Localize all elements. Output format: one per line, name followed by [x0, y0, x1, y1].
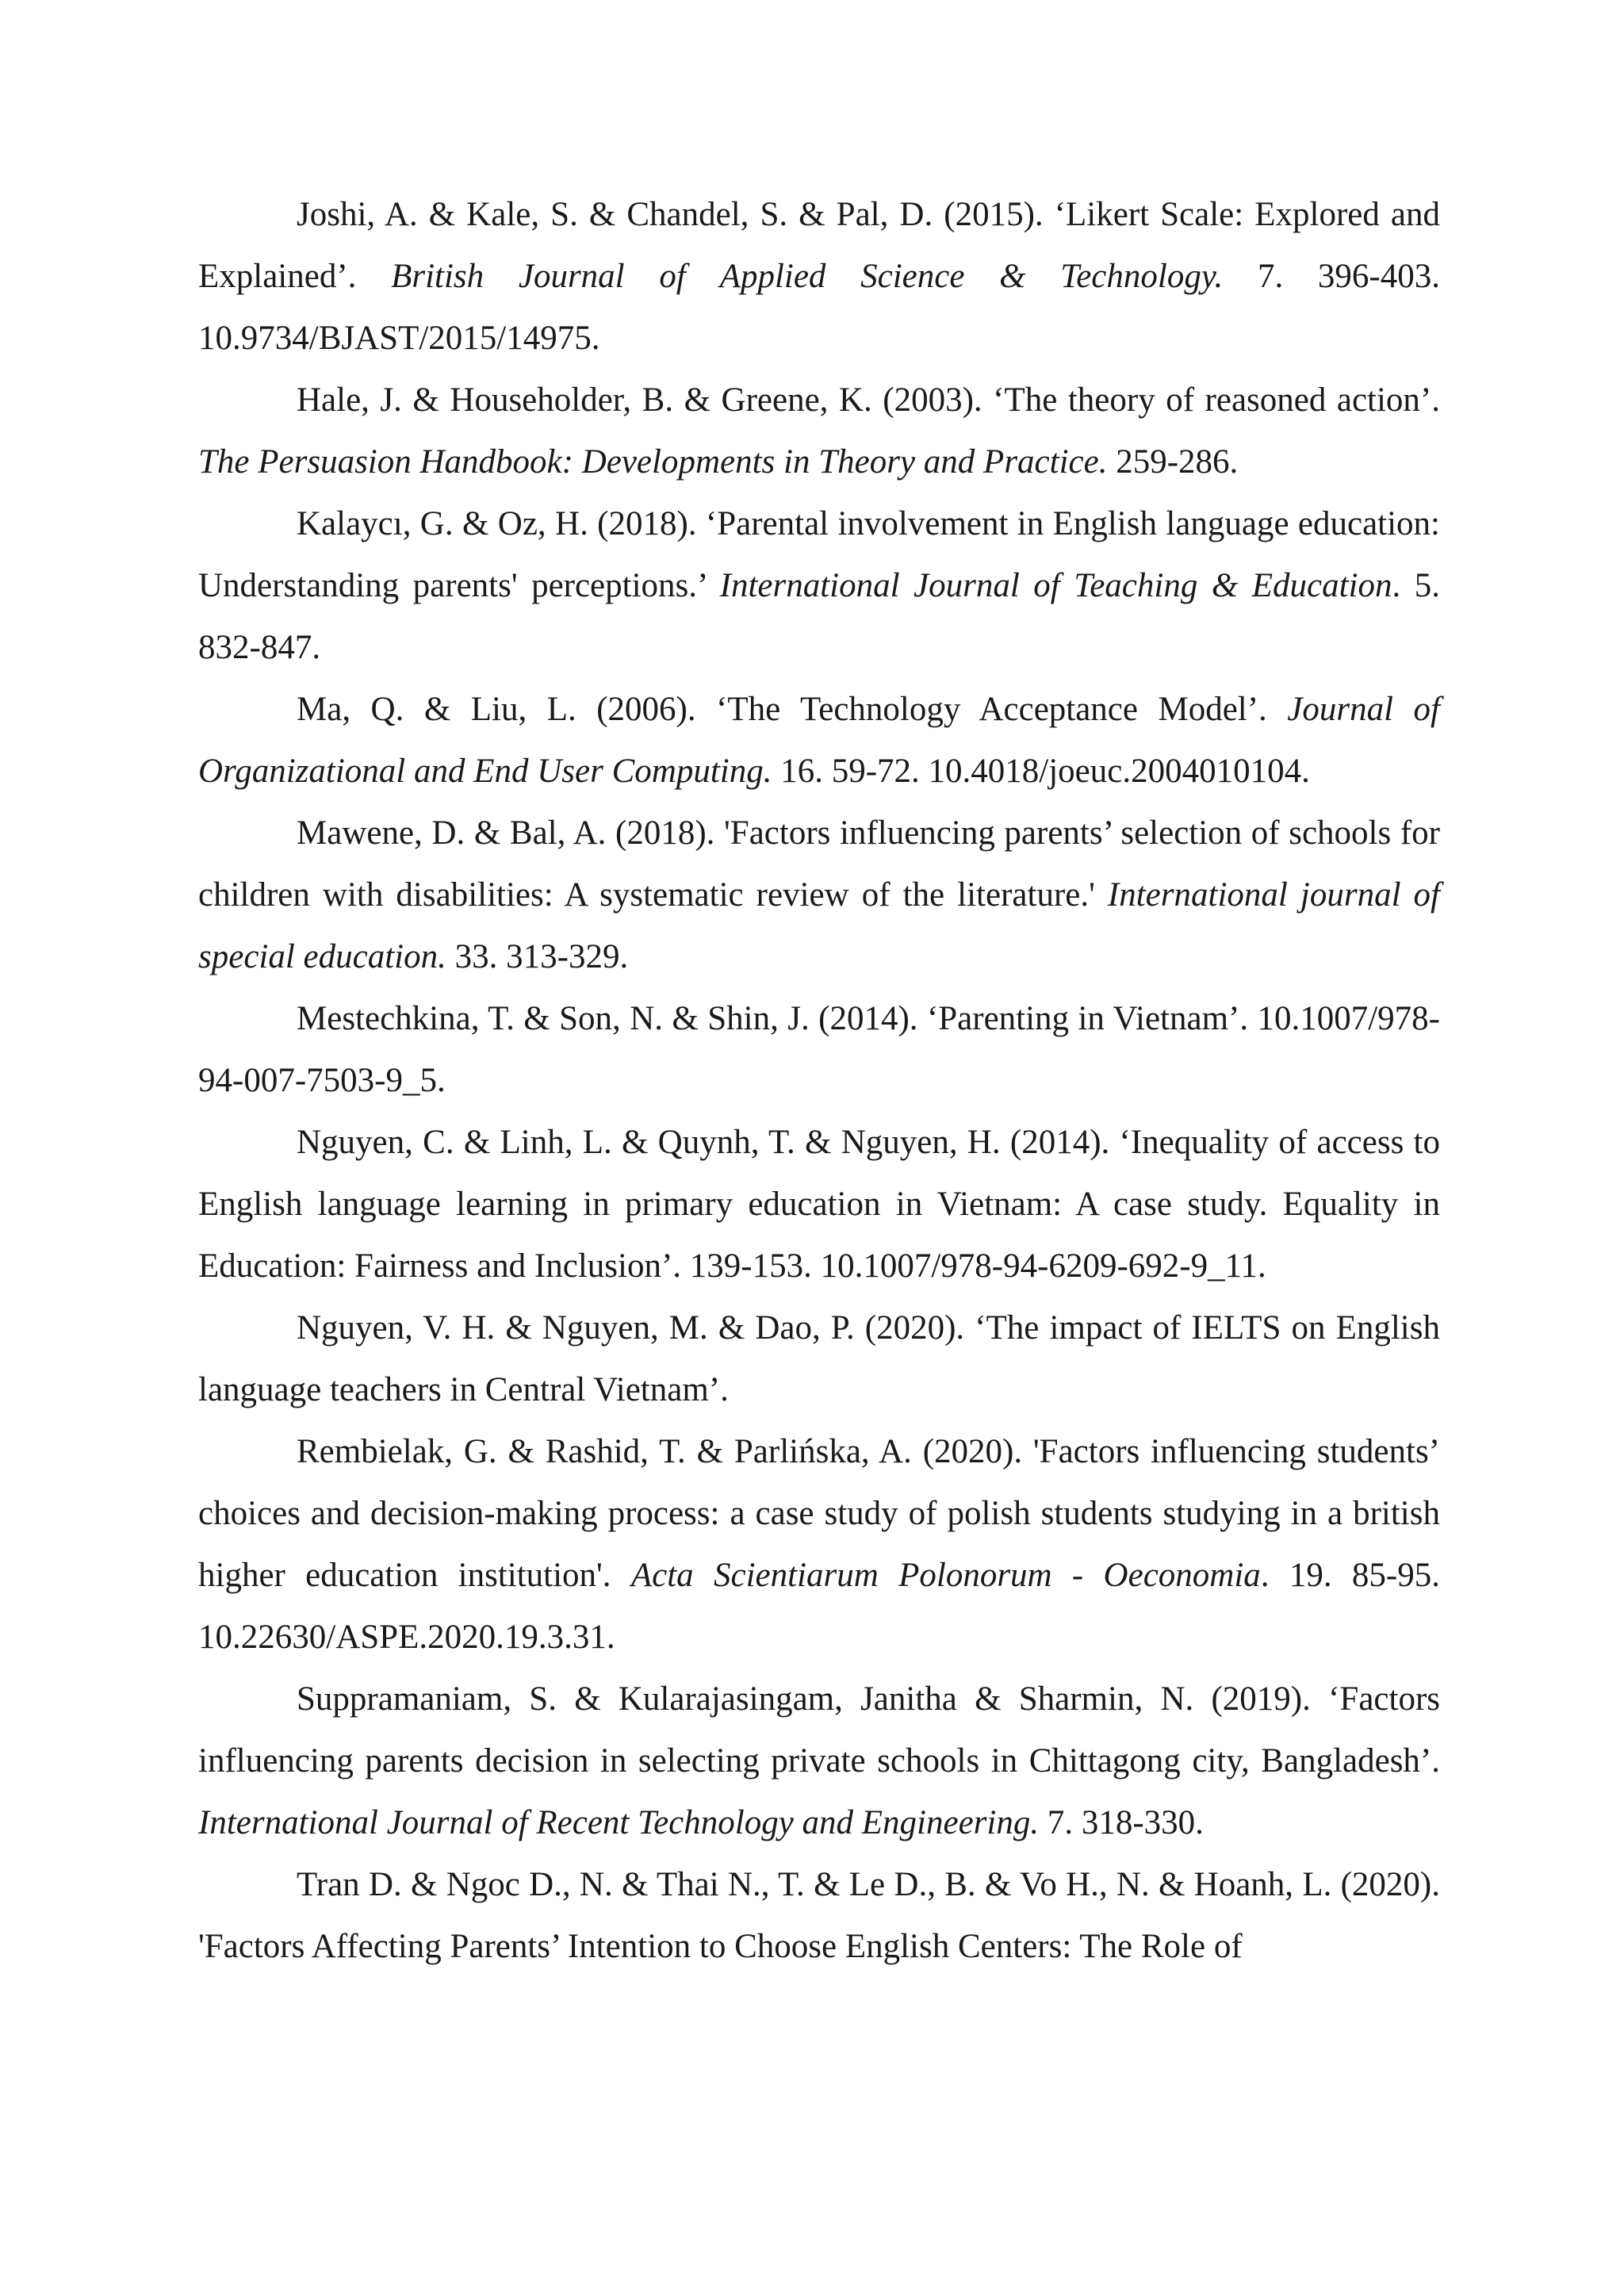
reference-text: Kalaycı, G. & Oz, H. (2018). ‘Parental involvement in English language education: Understanding parents' perceptions.’ — [198, 505, 1440, 604]
reference-source: International journal of special education. — [198, 876, 1441, 975]
reference-source: International Journal of Recent Technology and Engineering. — [198, 1804, 1040, 1841]
reference-text: Joshi, A. & Kale, S. & Chandel, S. & Pal, D. (2015). ‘Likert Scale: Explored and Explained’. — [198, 196, 1440, 295]
reference-entry — [198, 1669, 1440, 1854]
reference-details: . 19. 85-95. 10.22630/ASPE.2020.19.3.31. — [198, 1557, 1441, 1656]
reference-entry — [198, 1854, 1440, 1978]
reference-text: Mawene, D. & Bal, A. (2018). 'Factors influencing parents’ selection of schools for children with disabilities: A systematic review of the literature.' — [198, 814, 1440, 914]
reference-text: Tran D. & Ngoc D., N. & Thai N., T. & Le D., B. & Vo H., N. & Hoanh, L. (2020). 'Factors Affecting Parents’ Intention to Choose English Centers: The Role of — [198, 1866, 1440, 1965]
reference-details: 259-286. — [1107, 443, 1239, 481]
reference-entry — [198, 679, 1440, 803]
reference-text: Rembielak, G. & Rashid, T. & Parlińska, A. (2020). 'Factors influencing students’ choices and decision-making process: a case study of polish students studying in a british higher education institution'. — [198, 1433, 1440, 1594]
reference-details: 7. 396-403. 10.9734/BJAST/2015/14975. — [198, 258, 1440, 357]
reference-details: 33. 313-329. — [446, 938, 629, 975]
reference-source: British Journal of Applied Science & Technology. — [391, 258, 1224, 295]
reference-details: 16. 59-72. 10.4018/joeuc.2004010104. — [772, 753, 1310, 790]
reference-text: Mestechkina, T. & Son, N. & Shin, J. (2014). ‘Parenting in Vietnam’. 10.1007/978-94-007-7503-9_5. — [198, 1000, 1440, 1099]
reference-text: Ma, Q. & Liu, L. (2006). ‘The Technology Acceptance Model’. — [297, 691, 1288, 728]
reference-entry — [198, 1421, 1440, 1669]
reference-source: International Journal of Teaching & Education — [719, 567, 1392, 604]
reference-entry — [198, 1112, 1440, 1297]
reference-text: Nguyen, C. & Linh, L. & Quynh, T. & Nguyen, H. (2014). ‘Inequality of access to English language learning in primary education in Vietnam: A case study. Equality in Education: Fairness and Inclusion’. 139-153. 10.1007/978-94-6209-692-9_11. — [198, 1124, 1440, 1285]
reference-source: The Persuasion Handbook: Developments in Theory and Practice. — [198, 443, 1108, 481]
reference-entry — [198, 493, 1440, 679]
reference-text: Nguyen, V. H. & Nguyen, M. & Dao, P. (2020). ‘The impact of IELTS on English language teachers in Central Vietnam’. — [198, 1309, 1440, 1408]
reference-source: Acta Scientiarum Polonorum - Oeconomia — [630, 1557, 1261, 1594]
reference-text: Hale, J. & Householder, B. & Greene, K. (2003). ‘The theory of reasoned action’. — [297, 381, 1440, 419]
reference-text: Suppramaniam, S. & Kularajasingam, Janitha & Sharmin, N. (2019). ‘Factors influencing parents decision in selecting private schools in Chittagong city, Bangladesh’. — [198, 1680, 1440, 1780]
reference-entry — [198, 803, 1440, 988]
reference-details: 7. 318-330. — [1039, 1804, 1204, 1841]
reference-list — [198, 184, 1440, 1978]
reference-entry — [198, 370, 1440, 493]
reference-entry — [198, 184, 1440, 370]
reference-entry — [198, 1297, 1440, 1421]
reference-source: Journal of Organizational and End User Computing. — [198, 691, 1440, 790]
reference-entry — [198, 988, 1440, 1112]
reference-details: . 5. 832-847. — [198, 567, 1441, 666]
